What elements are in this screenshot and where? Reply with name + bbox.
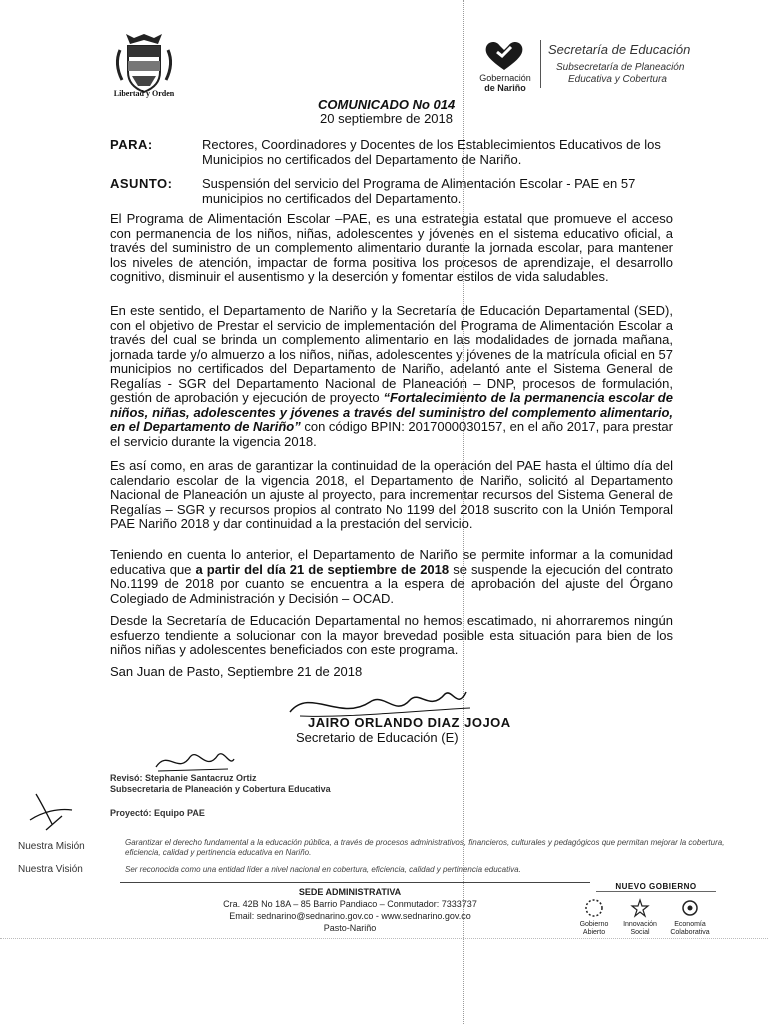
asunto-label: ASUNTO: — [110, 176, 173, 191]
innovacion-social-icon — [630, 898, 650, 918]
economia-colaborativa-icon — [680, 898, 700, 918]
crest-motto: Libertad y Orden — [113, 89, 175, 98]
paragraph-3: Es así como, en aras de garantizar la continuidad de la operación del PAE hasta el último día del calendario escolar de la vigencia 2018, el Departamento de Nariño, solicitó al Departamento Nacional de Planeación un ajuste al proyecto, para incrementar recursos del Sistema General de Regalías – SGR y recursos propios al contrato No 1199 del 2018 suscrito con la Unión Temporal PAE Nariño 2018 y dar continuidad a la prestación del servicio. — [110, 458, 673, 531]
footer-address-block — [200, 886, 500, 934]
footer-rule — [120, 882, 590, 883]
signer-role: Secretario de Educación (E) — [296, 730, 459, 745]
paragraph-2 — [110, 304, 673, 449]
gobernacion-wordmark — [470, 73, 540, 93]
signer-name: JAIRO ORLANDO DIAZ JOJOA — [308, 715, 511, 730]
paragraph-2-part-a: En este sentido, el Departamento de Nariño y la Secretaría de Educación Departamental (SED), con el objetivo de Prestar el servicio de implementación del Programa de Alimentación Escolar a través del cual se brinda un complemento alimentario en las modalidades de jornada mañana, jornada tarde y/o almuerzo a los niños, niñas, adolescentes y jóvenes de la matrícula oficial en 57 municipios no certificados del Departamento de Nariño, adelantó ante el Sistema General de Regalías - SGR del Departamento Nacional de Planeación – DNP, procesos de formulación, gestión de aprobación y ejecución de proyecto — [110, 303, 673, 405]
footer-email: Email: sednarino@sednarino.gov.co - www.sednarino.gov.co — [229, 911, 471, 921]
header-divider — [540, 40, 541, 88]
reviewer-unit: Subsecretaria de Planeación y Cobertura Educativa — [110, 784, 331, 794]
gob-line-1: Gobernación — [479, 73, 531, 83]
paragraph-4-date-bold: a partir del día 21 de septiembre de 2018 — [195, 561, 450, 577]
secretaria-title: Secretaría de Educación — [548, 42, 691, 57]
paragraph-4-part-a: Teniendo en cuenta lo anterior, el Departamento de Nariño se permite informar a la comunidad educativa que — [110, 547, 673, 577]
paragraph-4-part-c: se suspende la ejecución del contrato No.1199 de 2018 por cuanto se encuentra a la espera de aprobación del ajuste del Órgano Colegiado de Administración y Decisión – OCAD. — [110, 561, 673, 606]
place-date: San Juan de Pasto, Septiembre 21 de 2018 — [110, 664, 363, 679]
nuevo-gobierno-rule — [596, 891, 716, 892]
paragraph-1: El Programa de Alimentación Escolar –PAE, es una estrategia estatal que promueve el acceso con permanencia de los niños, niñas, adolescentes y jóvenes en el sistema educativo oficial, a través del suministro de un complemento alimentario durante la jornada escolar, para mantener los niveles de atención, impactar de forma positiva los procesos de aprendizaje, el desarrollo cognitivo, disminuir el ausentismo y la deserción y fomentar estilos de vida saludables. — [110, 211, 673, 284]
para-text: Rectores, Coordinadores y Docentes de los Establecimientos Educativos de los Municipios no certificados del Departamento de Nariño. — [202, 137, 661, 167]
footer-address: Cra. 42B No 18A – 85 Barrio Pandiaco – Conmutador: 7333737 — [223, 899, 477, 909]
scan-edge-line — [0, 938, 768, 939]
sec-sub-line-2: Educativa y Cobertura — [568, 74, 667, 85]
gobernacion-heart-logo-icon — [480, 38, 528, 74]
mision-text: Garantizar el derecho fundamental a la educación pública, a través de procesos administrativos, financieros, culturales y pedagógicos que permitan mejorar la cobertura, eficiencia, calidad y pertinencia educativa en Nariño. — [125, 838, 725, 857]
paragraph-4 — [110, 548, 673, 606]
nuevo-gobierno-title: NUEVO GOBIERNO — [615, 882, 697, 891]
paragraph-2-project-name: “Fortalecimiento de la permanencia escolar de niños, niñas, adolescentes y jóvenes a través del suministro del complemento alimentario, en el Departamento de Nariño” — [110, 390, 673, 434]
mision-label: Nuestra Misión — [18, 841, 85, 852]
asunto-text: Suspensión del servicio del Programa de Alimentación Escolar - PAE en 57 municipios no certificados del Departamento. — [202, 176, 636, 206]
paragraph-2-part-c: con código BPIN: 2017000030157, en el año 2017, para prestar el servicio durante la vigencia 2018. — [110, 419, 673, 449]
vision-text: Ser reconocida como una entidad líder a nivel nacional en cobertura, eficiencia, calidad y pertinencia educativa. — [125, 865, 521, 874]
economia-colaborativa-label: Economía Colaborativa — [670, 921, 710, 936]
secretaria-subtitle — [556, 62, 684, 86]
para-label: PARA: — [110, 137, 153, 152]
innovacion-social-label: Innovación Social — [623, 921, 657, 936]
footer-sede: SEDE ADMINISTRATIVA — [298, 887, 402, 897]
sec-sub-line-1: Subsecretaría de Planeación — [556, 62, 685, 73]
vision-label: Nuestra Visión — [18, 864, 83, 875]
comunicado-title: COMUNICADO No 014 — [318, 97, 456, 112]
margin-initials-scribble — [22, 790, 82, 840]
projected-by: Proyectó: Equipo PAE — [110, 808, 205, 818]
footer-city: Pasto-Nariño — [323, 923, 377, 933]
gobierno-abierto-icon — [584, 898, 604, 918]
gobierno-abierto-label: Gobierno Abierto — [579, 921, 609, 936]
reviewer-line: Revisó: Stephanie Santacruz Ortiz — [110, 773, 257, 783]
comunicado-date: 20 septiembre de 2018 — [320, 111, 453, 126]
paragraph-5: Desde la Secretaría de Educación Departamental no hemos escatimado, ni ahorraremos ningún esfuerzo tendiente a solucionar con la mayor brevedad posible esta situación para bien de los niños niñas y adolescentes beneficiados con este programa. — [110, 613, 673, 657]
gob-line-2: de Nariño — [484, 83, 526, 93]
